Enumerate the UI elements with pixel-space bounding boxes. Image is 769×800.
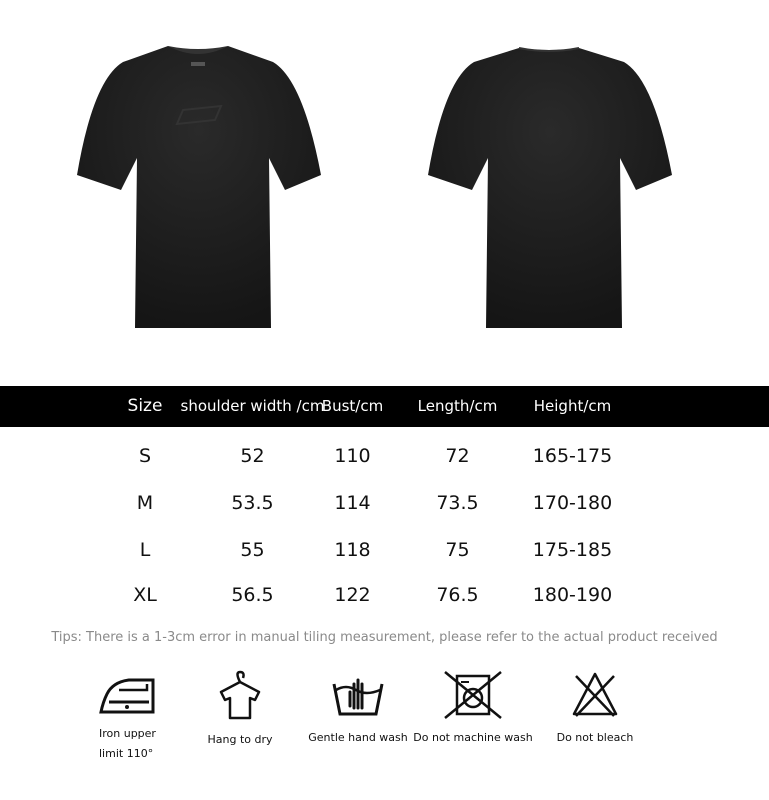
hand-wash-icon <box>328 670 388 720</box>
table-cell: 73.5 <box>436 492 479 514</box>
care-label: Do not bleach <box>556 731 634 744</box>
table-cell: 165-175 <box>532 445 613 467</box>
table-cell: 72 <box>445 445 470 467</box>
table-row <box>0 580 769 610</box>
header-height: Height/cm <box>533 397 612 415</box>
table-cell: S <box>138 445 152 467</box>
table-cell: L <box>139 539 151 561</box>
care-label: Iron upper limit 110° <box>99 727 156 760</box>
care-item-no-bleach <box>535 670 655 748</box>
table-cell: M <box>136 492 154 514</box>
header-bust: Bust/cm <box>321 397 384 415</box>
measurement-tips: Tips: There is a 1-3cm error in manual tiling measurement, please refer to the actual product received <box>51 630 718 645</box>
table-cell: 175-185 <box>532 539 613 561</box>
table-cell: 53.5 <box>231 492 274 514</box>
table-cell: 170-180 <box>532 492 613 514</box>
table-cell: 55 <box>240 539 265 561</box>
no-bleach-icon <box>570 670 620 720</box>
table-row <box>0 488 769 518</box>
table-cell: 52 <box>240 445 265 467</box>
header-shoulder-width: shoulder width /cm <box>180 397 325 415</box>
care-item-iron <box>67 670 187 764</box>
care-item-hang-dry <box>180 670 300 750</box>
table-cell: 180-190 <box>532 584 613 606</box>
table-cell: 118 <box>334 539 371 561</box>
iron-icon <box>97 670 157 718</box>
table-cell: 76.5 <box>436 584 479 606</box>
header-length: Length/cm <box>417 397 498 415</box>
table-cell: 75 <box>445 539 470 561</box>
care-label: Gentle hand wash <box>308 731 408 744</box>
size-table-header <box>0 386 769 427</box>
product-images <box>0 0 769 380</box>
care-item-no-machine-wash <box>413 670 533 748</box>
table-cell: 110 <box>334 445 371 467</box>
hang-dry-icon <box>215 670 265 722</box>
table-row <box>0 535 769 565</box>
tshirt-front-image <box>73 40 323 332</box>
table-row <box>0 441 769 471</box>
no-machine-wash-icon <box>443 670 503 720</box>
care-label: Hang to dry <box>207 733 273 746</box>
care-label: Do not machine wash <box>413 731 533 744</box>
table-cell: 56.5 <box>231 584 274 606</box>
table-cell: 114 <box>334 492 371 514</box>
tshirt-back-image <box>424 40 674 332</box>
header-size: Size <box>127 396 163 416</box>
table-cell: XL <box>133 584 157 606</box>
care-item-hand-wash <box>298 670 418 748</box>
table-cell: 122 <box>334 584 371 606</box>
